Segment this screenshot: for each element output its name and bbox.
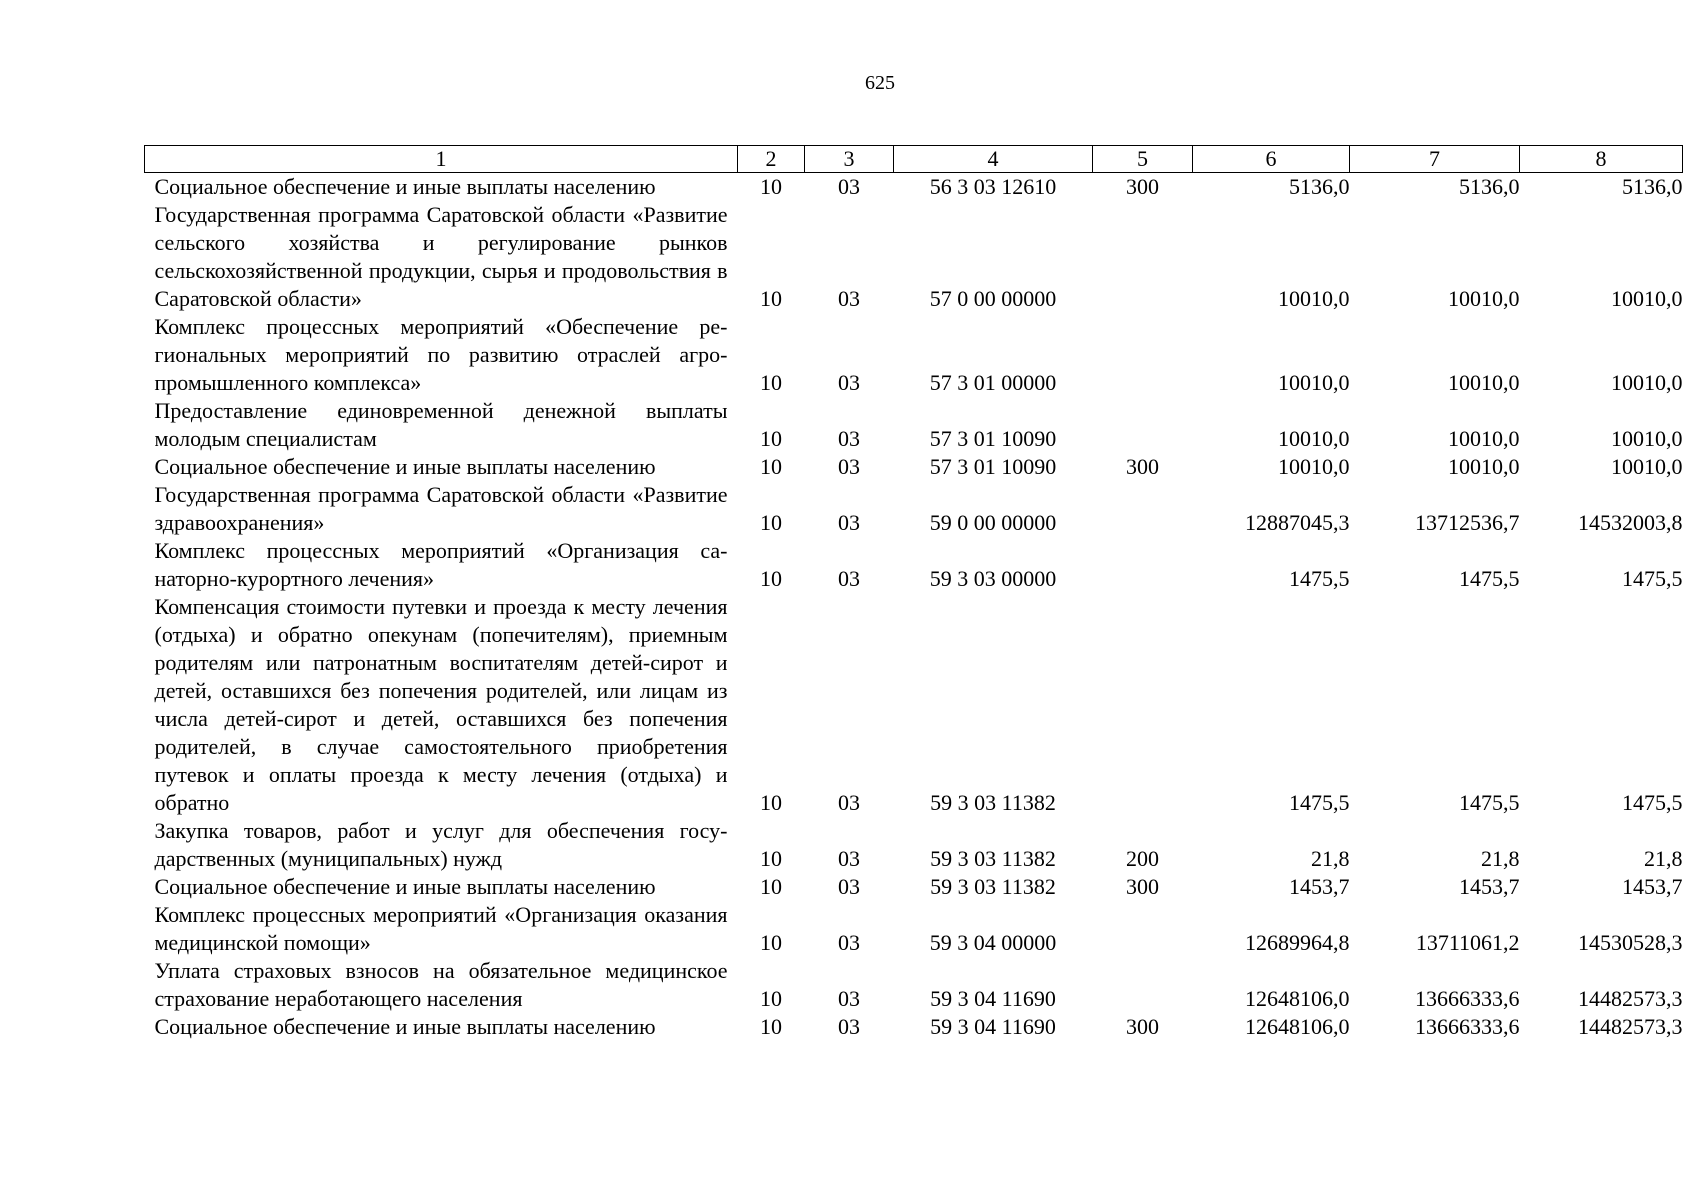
table-row [145,313,1683,397]
row-name: Предоставление единовременной денежной выплаты молодым специалистам [154,398,728,451]
vr-cell [1093,201,1193,313]
razdel-cell: 10 [760,286,782,311]
podrazdel-cell: 03 [838,454,860,479]
year1-cell: 10010,0 [1278,286,1350,311]
razdel-cell: 10 [760,986,782,1011]
vr-cell [1093,957,1193,1013]
row-name: Государственная программа Саратовской области «Развитие сельского хозяйства и регулирование рынков сельскохозяйственной продукции, сырья и продовольствия в Саратовской области» [154,202,728,311]
row-name: Комплекс процессных мероприятий «Обеспечение региональных мероприятий по развитию отраслей агропромышленного комплекса» [154,314,728,395]
year1-cell: 1475,5 [1289,566,1350,591]
year2-cell: 13712536,7 [1415,510,1520,535]
column-header-6: 6 [1193,146,1350,173]
year3-cell: 14482573,3 [1578,1014,1683,1039]
table-row [145,901,1683,957]
razdel-cell: 10 [760,426,782,451]
csr-cell: 59 3 04 11690 [930,986,1056,1011]
year3-cell: 1475,5 [1622,566,1683,591]
year2-cell: 13666333,6 [1415,986,1520,1011]
year1-cell: 21,8 [1311,846,1350,871]
razdel-cell: 10 [760,846,782,871]
vr-cell: 300 [1126,454,1159,479]
table-row [145,397,1683,453]
vr-cell [1093,481,1193,537]
podrazdel-cell: 03 [838,174,860,199]
budget-table [144,145,1683,1041]
razdel-cell: 10 [760,790,782,815]
header-row [145,146,1683,173]
podrazdel-cell: 03 [838,286,860,311]
table-row [145,817,1683,873]
year1-cell: 10010,0 [1278,454,1350,479]
vr-cell [1093,313,1193,397]
csr-cell: 57 3 01 00000 [929,370,1057,395]
razdel-cell: 10 [760,510,782,535]
year3-cell: 10010,0 [1611,426,1683,451]
csr-cell: 59 3 03 11382 [930,790,1056,815]
year3-cell: 10010,0 [1611,454,1683,479]
year2-cell: 10010,0 [1448,426,1520,451]
razdel-cell: 10 [760,454,782,479]
year2-cell: 10010,0 [1448,286,1520,311]
razdel-cell: 10 [760,874,782,899]
year1-cell: 5136,0 [1289,174,1350,199]
csr-cell: 59 3 04 00000 [929,930,1057,955]
column-header-5: 5 [1093,146,1193,173]
year2-cell: 13711061,2 [1415,930,1520,955]
vr-cell: 200 [1126,846,1159,871]
vr-cell [1093,537,1193,593]
podrazdel-cell: 03 [838,790,860,815]
year2-cell: 10010,0 [1448,454,1520,479]
podrazdel-cell: 03 [838,426,860,451]
column-header-1: 1 [145,146,738,173]
table-row [145,173,1683,202]
vr-cell [1093,593,1193,817]
row-name: Социальное обеспечение и иные выплаты населению [154,1014,656,1039]
row-name: Комплекс процессных мероприятий «Организация санаторно-курортного лечения» [154,538,728,591]
row-name: Уплата страховых взносов на обязательное медицинское страхование неработающего населения [154,958,728,1011]
podrazdel-cell: 03 [838,510,860,535]
page-number: 625 [865,72,895,94]
vr-cell: 300 [1126,174,1159,199]
year1-cell: 12648106,0 [1245,986,1350,1011]
table-row [145,201,1683,313]
table-row [145,481,1683,537]
razdel-cell: 10 [760,566,782,591]
table-row [145,593,1683,817]
year2-cell: 10010,0 [1448,370,1520,395]
year2-cell: 1453,7 [1459,874,1520,899]
razdel-cell: 10 [760,1014,782,1039]
podrazdel-cell: 03 [838,846,860,871]
podrazdel-cell: 03 [838,566,860,591]
row-name: Социальное обеспечение и иные выплаты населению [154,174,656,199]
vr-cell: 300 [1126,874,1159,899]
year3-cell: 10010,0 [1611,286,1683,311]
table-row [145,453,1683,481]
podrazdel-cell: 03 [838,1014,860,1039]
csr-cell: 59 3 03 00000 [929,566,1057,591]
row-name: Социальное обеспечение и иные выплаты населению [154,874,656,899]
podrazdel-cell: 03 [838,370,860,395]
podrazdel-cell: 03 [838,930,860,955]
year1-cell: 1475,5 [1289,790,1350,815]
csr-cell: 59 3 04 11690 [930,1014,1056,1039]
year3-cell: 1453,7 [1622,874,1683,899]
razdel-cell: 10 [760,174,782,199]
year3-cell: 21,8 [1644,846,1683,871]
vr-cell [1093,397,1193,453]
csr-cell: 59 3 03 11382 [930,846,1056,871]
year1-cell: 12648106,0 [1245,1014,1350,1039]
table-row [145,957,1683,1013]
year2-cell: 21,8 [1481,846,1520,871]
podrazdel-cell: 03 [838,986,860,1011]
year1-cell: 1453,7 [1289,874,1350,899]
year2-cell: 1475,5 [1459,566,1520,591]
column-header-2: 2 [738,146,805,173]
year2-cell: 1475,5 [1459,790,1520,815]
year1-cell: 12887045,3 [1245,510,1350,535]
year3-cell: 14482573,3 [1578,986,1683,1011]
year3-cell: 14532003,8 [1578,510,1683,535]
row-name: Компенсация стоимости путевки и проезда к месту лечения (отдыха) и обратно опекунам (попечителям), приемным родителям или патронатным воспитателям детей-сирот и детей, оставшихся без попечения родителей, или лицам из числа детей-сирот и детей, оставшихся без попечения родителей, в случае самостоятельного приобретения путевок и оплаты проезда к месту лечения (отдыха) и обратно [154,594,728,815]
year2-cell: 13666333,6 [1415,1014,1520,1039]
table-row [145,873,1683,901]
row-name: Комплекс процессных мероприятий «Организация оказания медицинской помощи» [154,902,728,955]
column-header-3: 3 [805,146,894,173]
year1-cell: 10010,0 [1278,426,1350,451]
row-name: Закупка товаров, работ и услуг для обеспечения государственных (муниципальных) нужд [154,818,728,871]
year3-cell: 14530528,3 [1578,930,1683,955]
year3-cell: 1475,5 [1622,790,1683,815]
column-header-7: 7 [1350,146,1520,173]
csr-cell: 56 3 03 12610 [929,174,1057,199]
csr-cell: 59 0 00 00000 [929,510,1057,535]
csr-cell: 57 3 01 10090 [929,426,1057,451]
vr-cell: 300 [1126,1014,1159,1039]
row-name: Государственная программа Саратовской области «Развитие здравоохранения» [154,482,728,535]
table-row [145,537,1683,593]
csr-cell: 57 3 01 10090 [929,454,1057,479]
year1-cell: 10010,0 [1278,370,1350,395]
year2-cell: 5136,0 [1459,174,1520,199]
csr-cell: 57 0 00 00000 [929,286,1057,311]
vr-cell [1093,901,1193,957]
csr-cell: 59 3 03 11382 [930,874,1056,899]
column-header-4: 4 [894,146,1093,173]
row-name: Социальное обеспечение и иные выплаты населению [154,454,656,479]
table-row [145,1013,1683,1041]
razdel-cell: 10 [760,370,782,395]
year3-cell: 10010,0 [1611,370,1683,395]
podrazdel-cell: 03 [838,874,860,899]
year3-cell: 5136,0 [1622,174,1683,199]
year1-cell: 12689964,8 [1245,930,1350,955]
column-header-8: 8 [1520,146,1683,173]
razdel-cell: 10 [760,930,782,955]
